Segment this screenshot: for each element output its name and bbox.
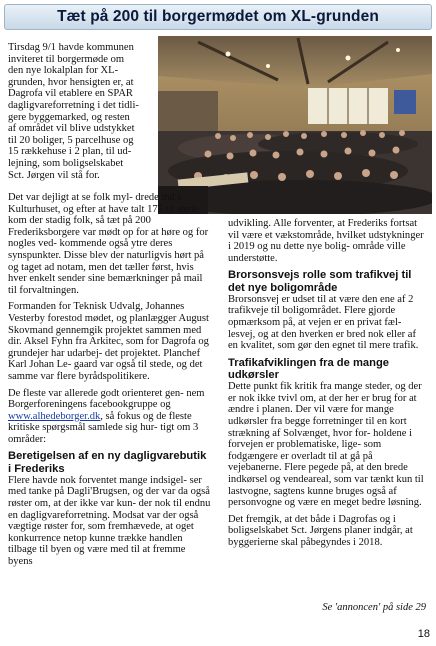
paragraph: Det fremgik, at det både i Dagrofas og i boligselskabet Sct. Jørgens planer indgår, at byggerierne skal påbegyndes i 2018. (228, 513, 413, 548)
paragraph: Brorsonsvej er udset til at være den ene af 2 trafikveje til boligområdet. Flere gjorde opmærksom på, at vejen er en privat fæl- lesvej, og at den hverken er bred nok eller af en kvalitet, som gør den egnet til mere trafik. (228, 293, 419, 352)
section-heading: Beretigelsen af en ny dagligvarebutik i Frederiks (8, 450, 207, 475)
left-column (8, 192, 212, 568)
paragraph: Dette punkt fik kritik fra mange steder, og der er nok ikke tvivl om, at der her er brug for at ændre i planen. Der vil være for mange udkørsler fra begge forretninger til en kort strækning af Solvænget, hvor for- holdene i forvejen er problematiske, lige- som fodgængere er overladt til at gå på vejebanerne. Flere pegede på, at den brede indkørsel og vendeareal, som var tænkt kun til lastvogne, sagtens kunne bruges også af personvogne og være en meget bedre løsning. (228, 381, 424, 509)
intro-line: til 20 boliger, 5 parcelhuse og (8, 134, 134, 146)
section-heading: Brorsonsvejs rolle som trafikvej til det nye boligområde (228, 269, 412, 294)
intro-line: grunden, hvor hensigten er, at (8, 76, 134, 88)
intro-line: gere byggemarked, og resten (8, 111, 130, 123)
intro-line: Sct. Jørgen vil stå for. (8, 169, 100, 181)
headline-banner (4, 4, 432, 30)
paragraph: Flere havde nok forventet mange indsigel- ser med tanke på Dagli'Brugsen, og der var da også røster om, at der ikke var kun- der nok til endnu en dagligvareforretning. Modsat var der også vægtige røster for, som fremhævede, at oget konkurrence netop kunne trække handlen tilbage til byen og være med til at fremme byens (8, 474, 211, 568)
intro-line: inviteret til borgermøde om (8, 53, 125, 65)
intro-line: den nye lokalplan for XL- (8, 65, 119, 77)
intro-paragraph (8, 42, 158, 181)
website-link[interactable]: www.alhedeborger.dk (8, 410, 101, 422)
page-number: 18 (417, 628, 430, 640)
right-column (228, 218, 428, 553)
paragraph: udvikling. Alle forventer, at Frederiks fortsat vil være et vækstområde, hvilket udstykninger i 2019 og nu dette nye bolig- område ville understøtte. (228, 218, 424, 264)
intro-line: Dagrofa vil etablere en SPAR (8, 88, 133, 100)
continued-reference: Se 'annoncen' på side 29 (322, 602, 426, 613)
paragraph: Det var dejligt at se folk myl- dredе ind i Kulturhuset, og efter at have talt 175 til stede, kom der stadig folk, så tæt på 200 Frederiksborgere var mødt op for at høre og for nogles ved- kommende også ytre deres synspunkter. Disse blev der naturligvis hørt på og taget ad notam, men det tæller først, hvis hver enkelt sender sine bemærkninger på mail til forvaltningen. (8, 192, 209, 296)
article-title: Tæt på 200 til borgermødet om XL-grunden (57, 8, 379, 25)
paragraph-text: , så fokus og de fleste kritiske spørgsmål samlede sig hur- tigt om 3 områder: (8, 410, 199, 445)
paragraph (8, 388, 212, 446)
intro-line: af området vil blive udstykket (8, 123, 135, 135)
paragraph-text: De fleste var allerede godt orienteret gen- nem Borgerforeningens facebookgruppe og (8, 387, 205, 411)
intro-line: lejning, som boligselskabet (8, 157, 124, 169)
intro-line: 15 rækkehuse i 2 plan, til ud- (8, 146, 132, 158)
paragraph: Formanden for Teknisk Udvalg, Johannes Vesterby forestod mødet, og planlægger August Skovmand gennemgik projektet sammen med dir. Aksel Fyhn fra Arkitec, som for Dagrofa og grundejer har udarbej- det projektet. Planchef Karl Johan Le- gaard var også til stede, og det samme var flere byrådspolitikere. (8, 301, 209, 382)
intro-line: dagligvareforretning i det tidli- (8, 99, 139, 111)
intro-line: Tirsdag 9/1 havde kommunen (8, 42, 134, 53)
meeting-photo (158, 36, 432, 214)
section-heading: Trafikafviklingen fra de mange udkørsler (228, 356, 390, 381)
